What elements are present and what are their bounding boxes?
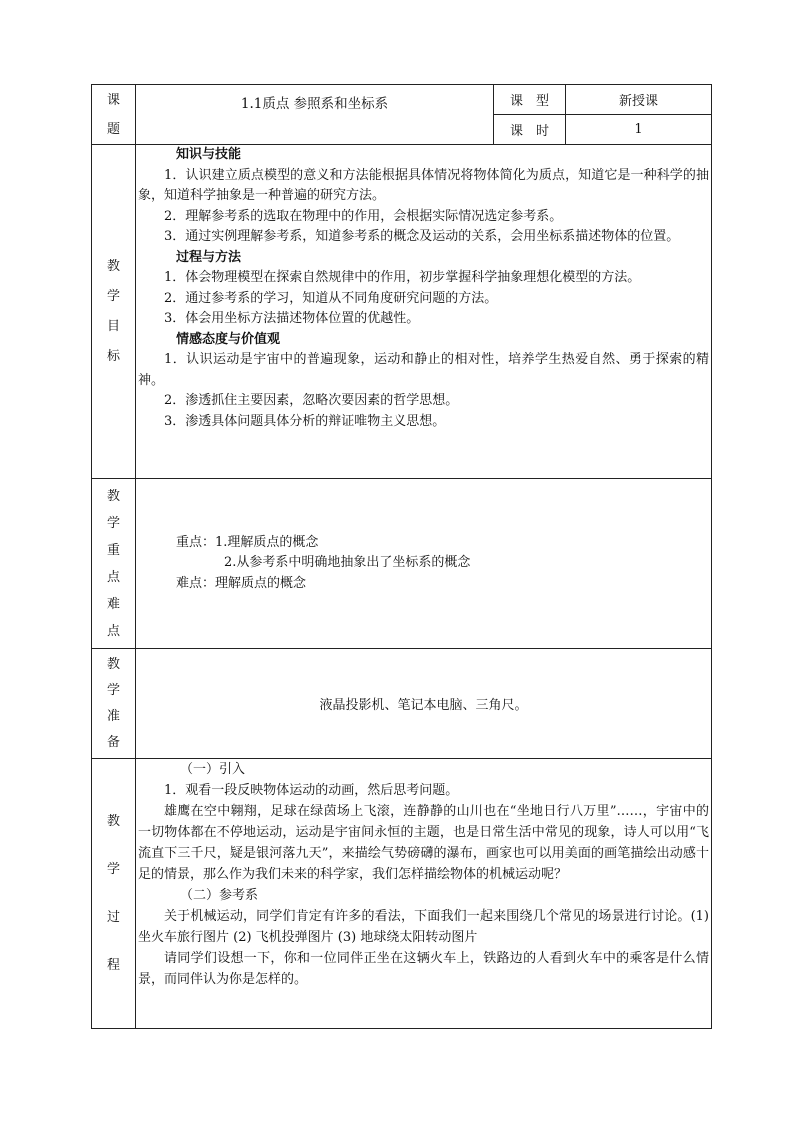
attitude-item: 3．渗透具体问题具体分析的辩证唯物主义思想。 [164,413,446,429]
keypoints-content [136,479,712,649]
keypoints-label-char: 重 [106,542,120,558]
knowledge-item: 3．通过实例理解参考系，知道参考系的概念及运动的关系，会用坐标系描述物体的位置。 [164,229,680,244]
process-label-cell [92,759,136,1029]
keypoints-label-cell [92,479,136,649]
attitude-item: 2．渗透抓住主要因素，忽略次要因素的哲学思想。 [164,393,459,408]
process-label-char: 过 [106,909,120,925]
attitude-item: 1．认识运动是宇宙中的普遍现象，运动和静止的相对性，培养学生热爱自然、勇于探索的精神。 [138,352,709,388]
keypoints-label-char: 点 [106,569,120,585]
process-paragraph: 雄鹰在空中翱翔，足球在绿茵场上飞滚，连静静的山川也在“坐地日行八万里”……，宇宙中的一切物体都在不停地运动，运动是宇宙间永恒的主题，也是日常生活中常见的现象，诗人可以用“飞流直下三千尺，疑是银河落九天”，来描绘气势磅礴的瀑布，画家也可以用美面的画笔描绘出动感十足的情景，那么作为我们未来的科学家，我们怎样描绘物体的机械运动呢？ [138,804,709,882]
difficult-point-line: 难点：理解质点的概念 [176,575,307,591]
process-label-char: 教 [106,813,120,829]
type-value: 新授课 [566,85,712,115]
key-point-line: 重点：1.理解质点的概念 [176,534,319,550]
preparation-label-char: 备 [106,734,120,750]
preparation-label-cell [92,649,136,759]
keypoints-label-char: 点 [106,623,120,639]
process-item: 3．体会用坐标方法描述物体位置的优越性。 [164,311,420,326]
process-paragraph: 1．观看一段反映物体运动的动画，然后思考问题。 [164,783,459,798]
keypoints-label-char: 难 [106,596,120,612]
process-heading: 过程与方法 [176,249,242,265]
key-point-line: 2.从参考系中明确地抽象出了坐标系的概念 [224,555,471,571]
hours-value: 1 [566,115,712,145]
objectives-content [136,145,712,479]
hours-label: 课 时 [494,115,566,145]
process-item: 1．体会物理模型在探索自然规律中的作用，初步掌握科学抽象理想化模型的方法。 [164,270,641,285]
preparation-label-char: 教 [106,656,120,672]
process-paragraph: 请同学们设想一下，你和一位同伴正坐在这辆火车上，铁路边的人看到火车中的乘客是什么情景，而同伴认为你是怎样的。 [138,951,709,987]
lesson-plan-table [91,84,712,1029]
process-paragraph: 关于机械运动，同学们肯定有许多的看法，下面我们一起来围绕几个常见的场景进行讨论。(1) 坐火车旅行图片 (2) 飞机投弹图片 (3) 地球绕太阳转动图片 [138,909,709,945]
topic-label-char: 课 [106,92,120,108]
objectives-label-char: 标 [106,348,120,364]
reference-heading: （二）参考系 [180,888,259,903]
lesson-title: 1.1质点 参照系和坐标系 [136,85,494,145]
keypoints-label-char: 教 [106,488,120,504]
intro-heading: （一）引入 [180,762,246,777]
objectives-label-cell [92,145,136,479]
topic-label-char: 题 [106,121,120,137]
preparation-content: 液晶投影机、笔记本电脑、三角尺。 [136,649,712,759]
process-label-char: 程 [106,957,120,973]
objectives-label-char: 目 [106,318,120,334]
type-label: 课 型 [494,85,566,115]
preparation-label-char: 准 [106,708,120,724]
objectives-label-char: 教 [106,258,120,274]
process-label-char: 学 [106,861,120,877]
topic-label-cell [92,85,136,145]
knowledge-item: 2．理解参考系的选取在物理中的作用，会根据实际情况选定参考系。 [164,208,563,224]
process-content [136,759,712,1029]
attitude-heading: 情感态度与价值观 [176,331,281,347]
keypoints-label-char: 学 [106,515,120,531]
objectives-label-char: 学 [106,288,120,304]
process-item: 2．通过参考系的学习，知道从不同角度研究问题的方法。 [164,290,498,306]
knowledge-heading: 知识与技能 [176,147,242,162]
preparation-label-char: 学 [106,682,120,698]
knowledge-item: 1．认识建立质点模型的意义和方法能根据具体情况将物体简化为质点，知道它是一种科学的抽象，知道科学抽象是一种普遍的研究方法。 [138,167,709,203]
